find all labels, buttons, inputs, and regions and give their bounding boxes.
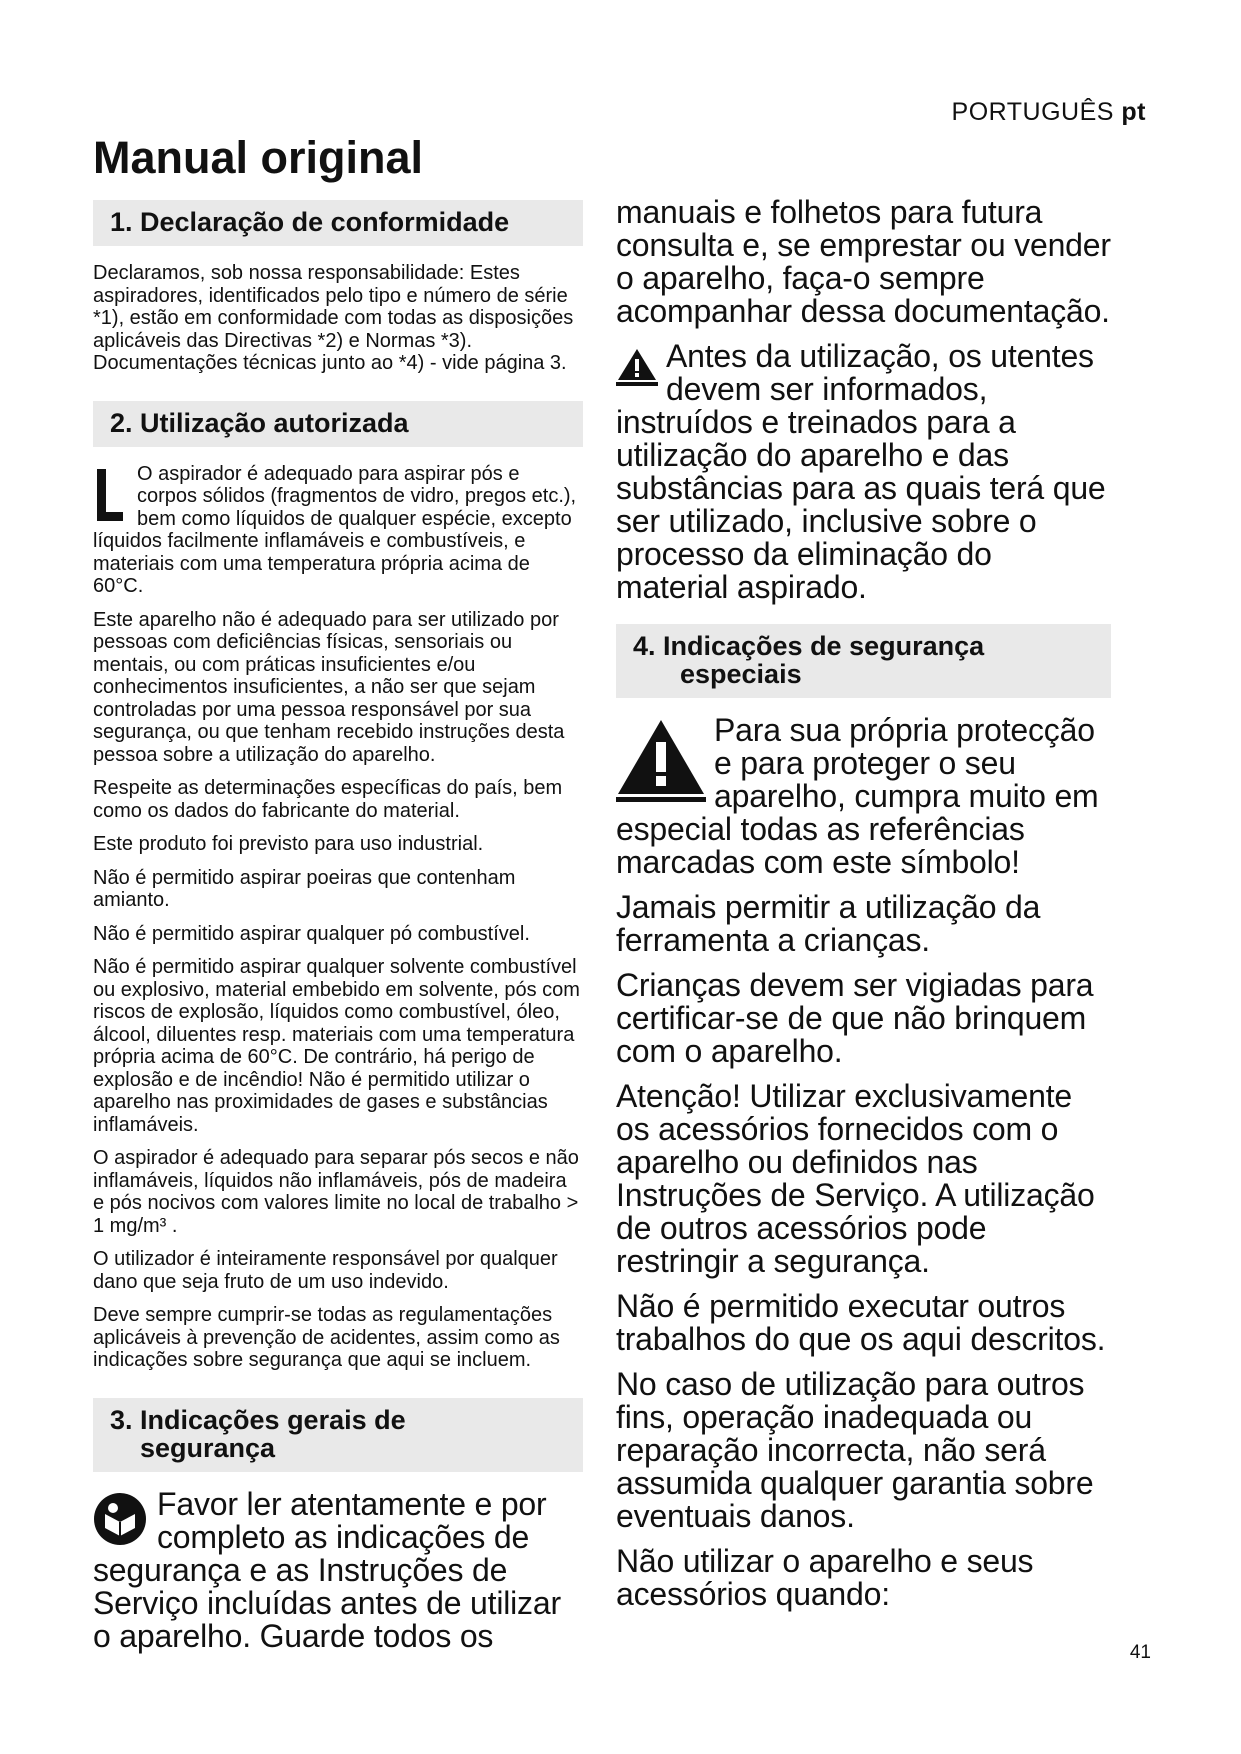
paragraph: O utilizador é inteiramente responsável por qualquer dano que seja fruto de um uso indevido.	[93, 1248, 558, 1293]
section-title-line-2: segurança	[140, 1432, 276, 1463]
paragraph: Declaramos, sob nossa responsabilidade: Estes aspiradores, identificados pelo tipo e número de série *1), estão em conformidade com todas as disposições aplicáveis das Directivas *2) e Normas *3). Documentações técnicas junto ao *4) - vide página 3.	[93, 262, 574, 374]
section-number: 2.	[110, 407, 133, 438]
paragraph: Deve sempre cumprir-se todas as regulamentações aplicáveis à prevenção de acidentes, assim como as indicações sobre segurança que aqui se incluem.	[93, 1304, 560, 1371]
paragraph-text: Favor ler atentamente e por completo as indicações de segurança e as Instruções de Serviço incluídas antes de utilizar o aparelho. Guarde todos os	[93, 1485, 561, 1654]
paragraph-text: O aspirador é adequado para aspirar pós e corpos sólidos (fragmentos de vidro, pregos etc.), bem como líquidos de qualquer espécie, excepto líquidos facilmente inflamáveis e combustíveis, e materiais com uma temperatura própria acima de 60°C.	[93, 462, 577, 597]
section-4-body	[616, 714, 1111, 1611]
page-title: Manual original	[93, 132, 424, 183]
paragraph	[616, 340, 1111, 604]
warning-triangle-icon	[616, 718, 706, 802]
paragraph: O aspirador é adequado para separar pós secos e não inflamáveis, líquidos não inflamáveis, pós de madeira e pós nocivos com valores limite no local de trabalho > 1 mg/m³ .	[93, 1147, 579, 1237]
paragraph: Respeite as determinações específicas do país, bem como os dados do fabricante do material.	[93, 777, 563, 822]
section-4-heading	[616, 624, 1111, 698]
paragraph: Não é permitido aspirar qualquer solvente combustível ou explosivo, material embebido em solvente, pós com riscos de explosão, líquidos como combustível, óleo, álcool, diluentes resp. materiais com uma temperatura própria acima de 60°C. De contrário, há perigo de explosão e de incêndio! Não é permitido utilizar o aparelho nas proximidades de gases e substâncias inflamáveis.	[93, 956, 580, 1136]
paragraph-text: Antes da utilização, os utentes devem ser informados, instruídos e treinados para a utilização do aparelho e das substâncias para as quais terá que ser utilizado, inclusive sobre o processo da eliminação do material aspirado.	[616, 338, 1106, 605]
paragraph: Crianças devem ser vigiadas para certificar-se de que não brinquem com o aparelho.	[616, 967, 1094, 1069]
paragraph: manuais e folhetos para futura consulta e, se emprestar ou vender o aparelho, faça-o sempre acompanhar dessa documentação.	[616, 194, 1111, 329]
paragraph: Este aparelho não é adequado para ser utilizado por pessoas com deficiências físicas, sensoriais ou mentais, ou com práticas insuficientes e/ou conhecimentos insuficientes, a não ser que sejam controladas por uma pessoa responsável por sua segurança, ou que tenham recebido instruções desta pessoa sobre a utilização do aparelho.	[93, 608, 565, 766]
section-1-body	[93, 262, 583, 375]
paragraph: Este produto foi previsto para uso industrial.	[93, 833, 484, 855]
paragraph: Jamais permitir a utilização da ferramenta a crianças.	[616, 889, 1041, 958]
paragraph	[93, 1485, 583, 1654]
language-header	[952, 98, 1146, 127]
language-code: pt	[1121, 98, 1146, 126]
section-3-body-start	[93, 1485, 583, 1654]
section-title: Declaração de conformidade	[140, 207, 510, 237]
l-class-icon	[93, 469, 125, 521]
left-column	[93, 200, 583, 1665]
paragraph-text: Para sua própria protecção e para proteger o seu aparelho, cumpra muito em especial todas as referências marcadas com este símbolo!	[616, 712, 1099, 880]
right-column	[616, 196, 1111, 1623]
paragraph: No caso de utilização para outros fins, operação inadequada ou reparação incorrecta, não será assumida qualquer garantia sobre eventuais danos.	[616, 1366, 1094, 1534]
section-number: 4.	[633, 631, 656, 661]
paragraph: Atenção! Utilizar exclusivamente os acessórios fornecidos com o aparelho ou definidos nas Instruções de Serviço. A utilização de outros acessórios pode restringir a segurança.	[616, 1078, 1095, 1279]
paragraph	[616, 714, 1111, 879]
section-2-heading	[93, 401, 583, 447]
paragraph: Não é permitido executar outros trabalhos do que os aqui descritos.	[616, 1288, 1106, 1357]
section-title-line-1: Indicações de segurança	[663, 631, 985, 661]
paragraph: Não é permitido aspirar qualquer pó combustível.	[93, 922, 530, 945]
paragraph: Não utilizar o aparelho e seus acessórios quando:	[616, 1543, 1034, 1612]
section-title-line-2: especiais	[680, 659, 802, 689]
section-3-body-cont	[616, 196, 1111, 604]
page-number: 41	[1129, 1642, 1151, 1663]
section-1-heading	[93, 200, 583, 246]
section-3-heading	[93, 1398, 583, 1472]
section-number: 3.	[110, 1404, 133, 1435]
warning-icon	[616, 346, 658, 386]
paragraph: Não é permitido aspirar poeiras que contenham amianto.	[93, 866, 516, 911]
language-label: PORTUGUÊS	[951, 98, 1114, 126]
section-2-body	[93, 463, 583, 1372]
section-title: Utilização autorizada	[140, 407, 409, 438]
paragraph	[93, 463, 583, 598]
section-number: 1.	[110, 207, 133, 237]
read-manual-icon	[93, 1492, 147, 1546]
section-title-line-1: Indicações gerais de	[140, 1404, 406, 1435]
